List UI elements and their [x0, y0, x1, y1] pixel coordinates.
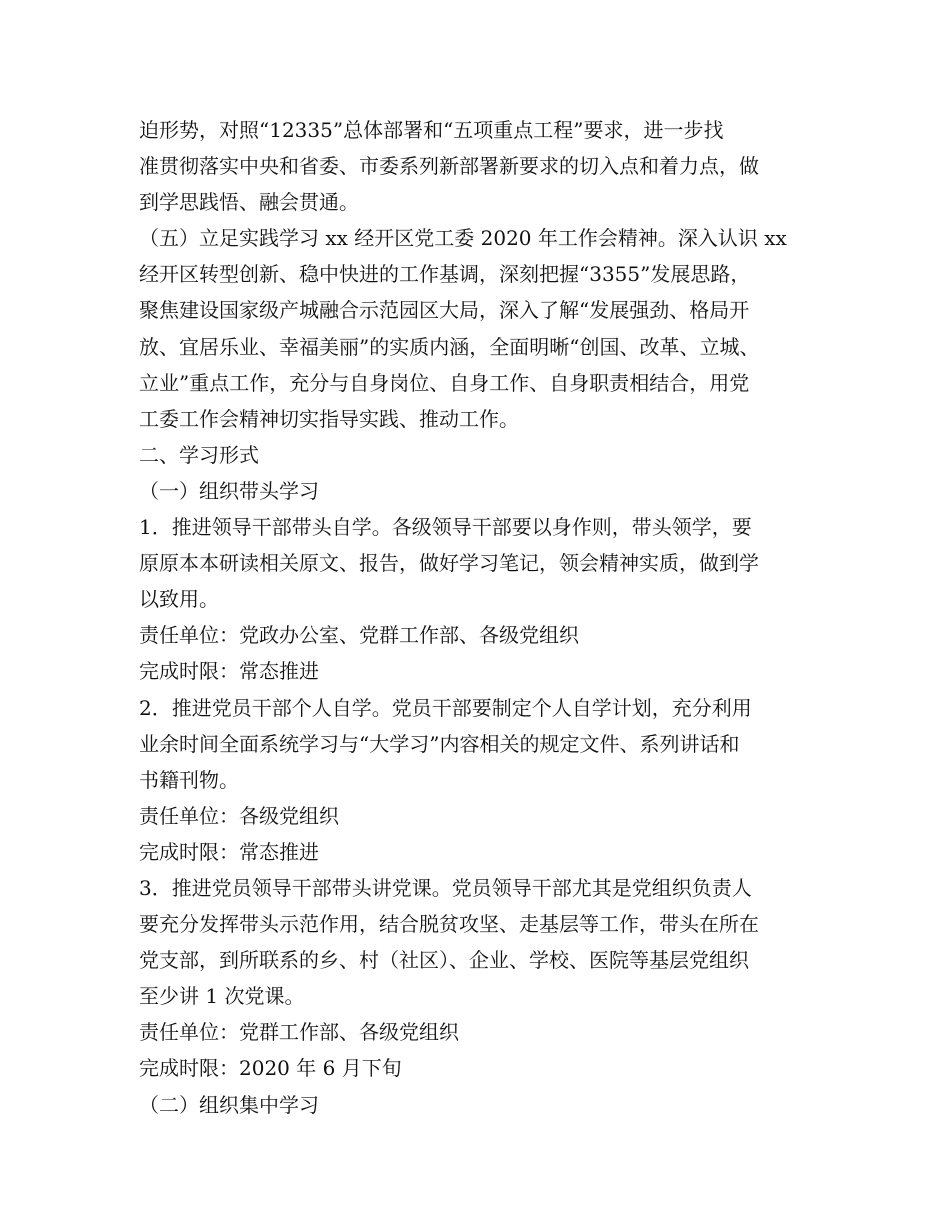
text-line: 书籍刊物。: [139, 767, 239, 792]
text-line: 要充分发挥带头示范作用，结合脱贫攻坚、走基层等工作，带头在所在: [139, 912, 759, 937]
item-2-text: 2．推进党员干部个人自学。党员干部要制定个人自学计划，充分利用: [139, 695, 752, 720]
text-line: 业余时间全面系统学习与“大学习”内容相关的规定文件、系列讲话和: [139, 731, 740, 756]
deadline: 完成时限：常态推进: [139, 839, 319, 864]
text-line: 经开区转型创新、稳中快进的工作基调，深刻把握“3355”发展思路，: [139, 262, 751, 287]
deadline: 完成时限：2020 年 6 月下旬: [139, 1056, 402, 1081]
text-line: 放、宜居乐业、幸福美丽”的实质内涵，全面明晰“创国、改革、立城、: [139, 334, 760, 359]
text-line: 至少讲 1 次党课。: [139, 984, 305, 1009]
document-body: [139, 112, 829, 1123]
section-heading-5: （五）立足实践学习 xx 经开区党工委 2020 年工作会精神。深入认识 xx: [139, 226, 787, 251]
item-1-text: 1．推进领导干部带头自学。各级领导干部要以身作则，带头领学，要: [139, 515, 752, 540]
deadline: 完成时限：常态推进: [139, 659, 319, 684]
text-line: 党支部，到所联系的乡、村（社区）、企业、学校、医院等基层党组织: [139, 948, 749, 973]
subheading-centralized-study: （二）组织集中学习: [139, 1092, 319, 1117]
text-line: 以致用。: [139, 587, 219, 612]
text-line: 立业”重点工作，充分与自身岗位、自身工作、自身职责相结合，用党: [139, 370, 750, 395]
text-line: 迫形势，对照“12335”总体部署和“五项重点工程”要求，进一步找: [139, 118, 724, 142]
subheading-lead-study: （一）组织带头学习: [139, 478, 319, 503]
responsible-unit: 责任单位：党政办公室、党群工作部、各级党组织: [139, 623, 579, 648]
text-line: 到学思践悟、融会贯通。: [139, 190, 359, 215]
text-line: 准贯彻落实中央和省委、市委系列新部署新要求的切入点和着力点，做: [139, 154, 759, 179]
text-line: 原原本本研读相关原文、报告，做好学习笔记，领会精神实质，做到学: [139, 551, 759, 576]
responsible-unit: 责任单位：党群工作部、各级党组织: [139, 1020, 459, 1045]
responsible-unit: 责任单位：各级党组织: [139, 803, 339, 828]
chapter-heading-learning-forms: 二、学习形式: [139, 442, 259, 467]
text-line: 工委工作会精神切实指导实践、推动工作。: [139, 406, 519, 431]
item-3-text: 3．推进党员领导干部带头讲党课。党员领导干部尤其是党组织负责人: [139, 875, 752, 900]
text-line: 聚焦建设国家级产城融合示范园区大局，深入了解“发展强劲、格局开: [139, 298, 750, 323]
